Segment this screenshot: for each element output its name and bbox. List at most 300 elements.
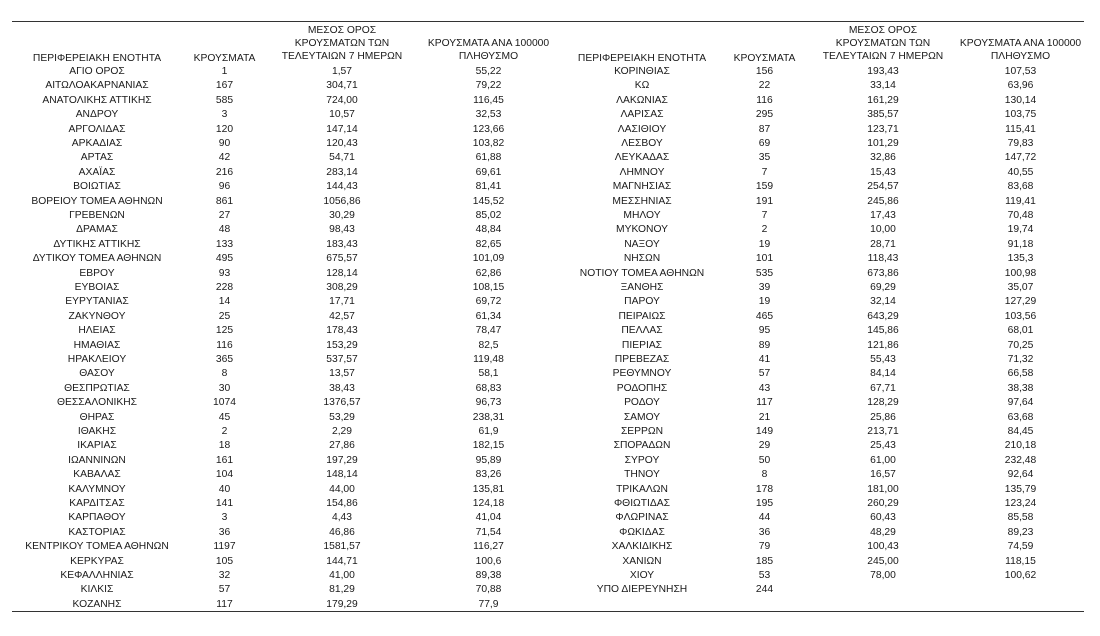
left-cases-cell: 30 (218, 382, 231, 394)
left-avg-7d-cell: 304,71 (326, 80, 358, 92)
left-cases-cell: 8 (221, 368, 228, 380)
left-cases-cell: 42 (218, 152, 231, 164)
left-cases-cell: 105 (215, 555, 234, 567)
left-region-cell: ΔΡΑΜΑΣ (76, 224, 118, 236)
left-avg-7d-cell: 42,57 (329, 310, 355, 322)
right-per-100k-cell: 19,74 (1007, 224, 1034, 236)
left-avg-7d-cell: 81,29 (329, 584, 355, 596)
left-avg-7d-cell: 46,86 (329, 526, 355, 538)
right-per-100k-cell: 35,07 (1007, 282, 1034, 293)
left-cases-cell: 1197 (213, 541, 236, 553)
right-cases-cell: 19 (758, 296, 771, 308)
table-row (12, 137, 1084, 151)
right-cases-cell: 50 (758, 454, 771, 466)
left-avg-7d-cell: 17,71 (329, 296, 355, 308)
left-per-100k-cell: 82,5 (478, 339, 499, 351)
left-region-cell: ΘΗΡΑΣ (79, 411, 115, 423)
left-per-100k-cell: 55,22 (475, 66, 502, 77)
left-per-100k-cell: 81,41 (475, 181, 502, 193)
left-cases-cell: 861 (215, 195, 234, 207)
left-avg-7d-cell: 27,86 (329, 440, 355, 452)
right-avg-7d-cell: 60,43 (870, 512, 896, 524)
left-avg-7d-cell: 724,00 (326, 94, 358, 106)
left-region-cell: ΗΡΑΚΛΕΙΟΥ (67, 354, 127, 365)
right-avg-7d-cell: 643,29 (867, 310, 899, 322)
left-region-cell: ΑΝΔΡΟΥ (75, 109, 119, 121)
left-region-cell: ΘΑΣΟΥ (79, 368, 115, 380)
right-cases-cell: 43 (758, 382, 771, 394)
right-region-cell: ΜΗΛΟΥ (623, 210, 661, 221)
header-region-left: ΠΕΡΙΦΕΡΕΙΑΚΗ ΕΝΟΤΗΤΑ (32, 53, 162, 64)
left-cases-cell: 96 (218, 181, 231, 193)
left-avg-7d-cell: 179,29 (326, 598, 358, 610)
header-avg-right: ΜΕΣΟΣ ΟΡΟΣ ΚΡΟΥΣΜΑΤΩΝ ΤΩΝ ΤΕΛΕΥΤΑΙΩΝ 7 ΗΜΕΡΩΝ (822, 25, 944, 62)
right-region-cell: ΧΑΝΙΩΝ (622, 555, 662, 567)
left-per-100k-cell: 135,81 (472, 483, 505, 495)
right-avg-7d-cell: 25,86 (870, 411, 896, 423)
right-per-100k-cell: 40,55 (1007, 166, 1034, 178)
right-region-cell: ΥΠΟ ΔΙΕΡΕΥΝΗΣΗ (596, 584, 688, 596)
right-per-100k-cell: 97,64 (1007, 397, 1034, 409)
right-per-100k-cell: 118,15 (1005, 555, 1036, 567)
left-region-cell: ΙΩΑΝΝΙΝΩΝ (68, 454, 126, 466)
left-cases-cell: 45 (218, 411, 231, 423)
left-region-cell: ΑΡΚΑΔΙΑΣ (71, 138, 123, 149)
right-per-100k-cell: 71,32 (1007, 354, 1034, 365)
left-per-100k-cell: 101,09 (472, 253, 505, 265)
left-region-cell: ΑΝΑΤΟΛΙΚΗΣ ΑΤΤΙΚΗΣ (42, 94, 152, 106)
right-cases-cell: 116 (756, 94, 773, 106)
left-cases-cell: 14 (218, 296, 231, 308)
right-per-100k-cell: 74,59 (1007, 541, 1034, 553)
left-avg-7d-cell: 144,71 (326, 555, 358, 567)
right-per-100k-cell: 84,45 (1007, 426, 1034, 437)
left-region-cell: ΕΥΒΟΙΑΣ (74, 282, 120, 293)
left-avg-7d-cell: 128,14 (326, 267, 358, 279)
table-row (12, 94, 1084, 108)
left-region-cell: ΑΙΤΩΛΟΑΚΑΡΝΑΝΙΑΣ (45, 80, 149, 92)
left-per-100k-cell: 62,86 (475, 267, 502, 279)
left-avg-7d-cell: 98,43 (329, 224, 355, 236)
left-cases-cell: 57 (218, 584, 231, 596)
left-avg-7d-cell: 675,57 (326, 253, 358, 265)
right-per-100k-cell: 115,41 (1005, 123, 1036, 135)
left-per-100k-cell: 41,04 (475, 512, 502, 524)
left-region-cell: ΕΥΡΥΤΑΝΙΑΣ (65, 296, 129, 308)
table-row (12, 353, 1084, 367)
left-region-cell: ΚΕΝΤΡΙΚΟΥ ΤΟΜΕΑ ΑΘΗΝΩΝ (25, 541, 169, 553)
right-per-100k-cell: 63,68 (1007, 411, 1034, 423)
left-region-cell: ΙΘΑΚΗΣ (77, 426, 117, 437)
left-per-100k-cell: 69,72 (475, 296, 502, 308)
right-region-cell: ΠΙΕΡΙΑΣ (621, 339, 663, 351)
right-per-100k-cell: 103,75 (1004, 109, 1037, 121)
left-cases-cell: 90 (218, 138, 231, 149)
left-region-cell: ΑΡΤΑΣ (80, 152, 114, 164)
right-avg-7d-cell: 78,00 (870, 570, 896, 581)
left-avg-7d-cell: 30,29 (329, 210, 355, 221)
right-avg-7d-cell: 245,00 (867, 555, 899, 567)
left-region-cell: ΚΕΡΚΥΡΑΣ (70, 555, 124, 567)
table-row (12, 425, 1084, 439)
table-row (12, 526, 1084, 540)
left-avg-7d-cell: 154,86 (326, 498, 358, 509)
left-avg-7d-cell: 38,43 (329, 382, 355, 394)
right-per-100k-cell: 79,83 (1007, 138, 1034, 149)
right-cases-cell: 7 (761, 210, 768, 221)
right-region-cell: ΠΡΕΒΕΖΑΣ (614, 354, 670, 365)
right-avg-7d-cell: 260,29 (867, 498, 899, 509)
right-cases-cell: 117 (756, 397, 773, 409)
right-cases-cell: 89 (758, 339, 771, 351)
left-cases-cell: 1 (221, 66, 228, 77)
right-cases-cell: 87 (758, 123, 771, 135)
left-avg-7d-cell: 1,57 (331, 66, 353, 77)
left-per-100k-cell: 82,65 (475, 238, 502, 250)
right-region-cell: ΞΑΝΘΗΣ (620, 282, 664, 293)
table-row (12, 497, 1084, 511)
table-row (12, 180, 1084, 194)
left-avg-7d-cell: 144,43 (326, 181, 358, 193)
left-per-100k-cell: 61,88 (475, 152, 502, 164)
left-per-100k-cell: 85,02 (475, 210, 502, 221)
right-cases-cell: 159 (755, 181, 774, 193)
right-per-100k-cell: 63,96 (1007, 80, 1034, 92)
left-avg-7d-cell: 537,57 (326, 354, 358, 365)
right-cases-cell: 244 (755, 584, 774, 596)
right-per-100k-cell: 38,38 (1007, 382, 1034, 394)
left-cases-cell: 2 (221, 426, 228, 437)
right-region-cell: ΜΑΓΝΗΣΙΑΣ (612, 181, 672, 193)
table-row (12, 555, 1084, 569)
right-region-cell: ΧΙΟΥ (629, 570, 655, 581)
table-row (12, 511, 1084, 525)
right-cases-cell: 41 (758, 354, 771, 365)
right-per-100k-cell: 70,48 (1007, 210, 1034, 221)
left-per-100k-cell: 61,34 (475, 310, 502, 322)
left-region-cell: ΚΙΛΚΙΣ (80, 584, 114, 596)
right-region-cell: ΣΑΜΟΥ (623, 411, 661, 423)
left-avg-7d-cell: 120,43 (326, 138, 358, 149)
table-row (12, 295, 1084, 309)
right-region-cell: ΤΡΙΚΑΛΩΝ (616, 483, 668, 495)
left-avg-7d-cell: 153,29 (326, 339, 358, 351)
left-region-cell: ΚΕΦΑΛΛΗΝΙΑΣ (60, 570, 134, 581)
left-region-cell: ΗΛΕΙΑΣ (78, 325, 116, 337)
left-cases-cell: 495 (215, 253, 234, 265)
right-per-100k-cell: 123,24 (1004, 498, 1037, 509)
header-cases-right: ΚΡΟΥΣΜΑΤΑ (733, 53, 796, 64)
table-row (12, 151, 1084, 165)
right-cases-cell: 8 (761, 469, 768, 481)
right-region-cell: ΛΕΣΒΟΥ (621, 138, 663, 149)
right-per-100k-cell: 100,62 (1004, 570, 1037, 581)
right-cases-cell: 69 (758, 138, 771, 149)
right-region-cell: ΝΗΣΩΝ (623, 253, 661, 265)
right-region-cell: ΧΑΛΚΙΔΙΚΗΣ (611, 541, 673, 553)
table-row (12, 195, 1084, 209)
table-row (12, 281, 1084, 295)
right-region-cell: ΠΕΛΛΑΣ (621, 325, 663, 337)
right-avg-7d-cell: 25,43 (870, 440, 896, 452)
left-avg-7d-cell: 148,14 (326, 469, 358, 481)
right-cases-cell: 156 (755, 66, 774, 77)
table-row (12, 339, 1084, 353)
header-avg-left: ΜΕΣΟΣ ΟΡΟΣ ΚΡΟΥΣΜΑΤΩΝ ΤΩΝ ΤΕΛΕΥΤΑΙΩΝ 7 ΗΜΕΡΩΝ (281, 25, 403, 62)
table-row (12, 468, 1084, 482)
left-region-cell: ΑΡΓΟΛΙΔΑΣ (68, 123, 126, 135)
table-row (12, 166, 1084, 180)
right-cases-cell: 35 (758, 152, 771, 164)
left-per-100k-cell: 83,26 (475, 469, 502, 481)
top-rule (12, 21, 1084, 22)
left-per-100k-cell: 32,53 (475, 109, 502, 121)
left-avg-7d-cell: 2,29 (331, 426, 353, 437)
right-region-cell: ΡΟΔΟΠΗΣ (616, 382, 668, 394)
left-per-100k-cell: 116,27 (473, 541, 504, 553)
left-cases-cell: 27 (218, 210, 231, 221)
right-avg-7d-cell: 32,86 (870, 152, 896, 164)
right-per-100k-cell: 91,18 (1007, 238, 1034, 250)
left-cases-cell: 141 (215, 498, 234, 509)
right-per-100k-cell: 135,79 (1004, 483, 1037, 495)
left-avg-7d-cell: 13,57 (329, 368, 355, 380)
right-cases-cell: 44 (758, 512, 771, 524)
left-per-100k-cell: 70,88 (475, 584, 502, 596)
left-avg-7d-cell: 147,14 (326, 123, 358, 135)
right-cases-cell: 95 (758, 325, 771, 337)
right-avg-7d-cell: 32,14 (870, 296, 896, 308)
table-row (12, 439, 1084, 453)
right-region-cell: ΠΑΡΟΥ (624, 296, 660, 308)
right-avg-7d-cell: 118,43 (867, 253, 899, 265)
right-avg-7d-cell: 28,71 (870, 238, 896, 250)
right-avg-7d-cell: 15,43 (870, 166, 896, 178)
left-per-100k-cell: 116,45 (473, 94, 504, 106)
left-avg-7d-cell: 1376,57 (323, 397, 361, 409)
table-row (12, 223, 1084, 237)
right-avg-7d-cell: 101,29 (867, 138, 899, 149)
left-per-100k-cell: 238,31 (472, 411, 505, 423)
right-avg-7d-cell: 17,43 (870, 210, 896, 221)
right-region-cell: ΦΘΙΩΤΙΔΑΣ (613, 498, 671, 509)
left-cases-cell: 133 (215, 238, 234, 250)
left-per-100k-cell: 124,18 (472, 498, 505, 509)
left-per-100k-cell: 108,15 (472, 282, 505, 293)
left-cases-cell: 3 (221, 109, 228, 121)
right-region-cell: ΛΑΣΙΘΙΟΥ (617, 123, 667, 135)
right-cases-cell: 295 (755, 109, 774, 121)
right-cases-cell: 535 (755, 267, 774, 279)
left-cases-cell: 40 (218, 483, 231, 495)
left-avg-7d-cell: 41,00 (329, 570, 355, 581)
right-cases-cell: 53 (758, 570, 771, 581)
right-region-cell: ΛΑΡΙΣΑΣ (620, 109, 664, 121)
right-avg-7d-cell: 123,71 (867, 123, 899, 135)
left-cases-cell: 104 (215, 469, 234, 481)
left-region-cell: ΒΟΡΕΙΟΥ ΤΟΜΕΑ ΑΘΗΝΩΝ (31, 195, 163, 207)
right-region-cell: ΡΟΔΟΥ (624, 397, 660, 409)
left-cases-cell: 167 (215, 80, 234, 92)
left-avg-7d-cell: 178,43 (326, 325, 358, 337)
right-region-cell: ΚΟΡΙΝΘΙΑΣ (614, 66, 670, 77)
left-avg-7d-cell: 10,57 (329, 109, 355, 121)
right-per-100k-cell: 147,72 (1004, 152, 1037, 164)
left-cases-cell: 93 (218, 267, 231, 279)
left-region-cell: ΒΟΙΩΤΙΑΣ (73, 181, 121, 193)
left-per-100k-cell: 182,15 (472, 440, 505, 452)
left-cases-cell: 120 (215, 123, 234, 135)
table-row (12, 123, 1084, 137)
left-per-100k-cell: 71,54 (475, 526, 502, 538)
right-region-cell: ΛΕΥΚΑΔΑΣ (614, 152, 670, 164)
right-region-cell: ΣΕΡΡΩΝ (620, 426, 664, 437)
left-region-cell: ΙΚΑΡΙΑΣ (77, 440, 117, 452)
left-region-cell: ΓΡΕΒΕΝΩΝ (69, 210, 125, 221)
left-avg-7d-cell: 53,29 (329, 411, 355, 423)
right-cases-cell: 36 (758, 526, 771, 538)
left-avg-7d-cell: 1056,86 (323, 195, 361, 207)
right-avg-7d-cell: 121,86 (867, 339, 899, 351)
table-row (12, 238, 1084, 252)
left-region-cell: ΘΕΣΣΑΛΟΝΙΚΗΣ (56, 397, 138, 409)
right-per-100k-cell: 210,18 (1004, 440, 1037, 452)
left-region-cell: ΗΜΑΘΙΑΣ (73, 339, 121, 351)
table-row (12, 540, 1084, 554)
left-per-100k-cell: 61,9 (478, 426, 499, 437)
right-region-cell: ΚΩ (634, 80, 650, 92)
right-per-100k-cell: 130,14 (1004, 94, 1037, 106)
left-region-cell: ΔΥΤΙΚΗΣ ΑΤΤΙΚΗΣ (53, 238, 141, 250)
right-per-100k-cell: 89,23 (1007, 526, 1034, 538)
right-region-cell: ΣΠΟΡΑΔΩΝ (613, 440, 671, 452)
left-per-100k-cell: 58,1 (478, 368, 499, 380)
right-avg-7d-cell: 245,86 (867, 195, 899, 207)
left-cases-cell: 116 (216, 339, 233, 351)
left-per-100k-cell: 77,9 (478, 598, 499, 610)
right-cases-cell: 21 (758, 411, 771, 423)
left-region-cell: ΑΓΙΟ ΟΡΟΣ (69, 66, 125, 77)
right-per-100k-cell: 70,25 (1007, 339, 1034, 351)
right-per-100k-cell: 100,98 (1004, 267, 1037, 279)
left-per-100k-cell: 68,83 (475, 382, 502, 394)
right-per-100k-cell: 92,64 (1007, 469, 1034, 481)
right-avg-7d-cell: 10,00 (870, 224, 896, 236)
right-avg-7d-cell: 69,29 (870, 282, 896, 293)
left-per-100k-cell: 48,84 (475, 224, 502, 236)
left-cases-cell: 228 (215, 282, 234, 293)
left-cases-cell: 18 (218, 440, 231, 452)
right-avg-7d-cell: 161,29 (867, 94, 899, 106)
left-cases-cell: 117 (216, 598, 233, 610)
left-cases-cell: 36 (218, 526, 231, 538)
right-cases-cell: 195 (755, 498, 774, 509)
right-cases-cell: 185 (755, 555, 774, 567)
header-region-right: ΠΕΡΙΦΕΡΕΙΑΚΗ ΕΝΟΤΗΤΑ (577, 53, 707, 64)
right-cases-cell: 19 (758, 238, 771, 250)
table-row (12, 583, 1084, 597)
right-avg-7d-cell: 67,71 (870, 382, 896, 394)
header-cases-left: ΚΡΟΥΣΜΑΤΑ (193, 53, 256, 64)
left-cases-cell: 25 (218, 310, 231, 322)
right-cases-cell: 29 (758, 440, 771, 452)
left-region-cell: ΚΑΛΥΜΝΟΥ (68, 483, 126, 495)
table-row (12, 108, 1084, 122)
left-cases-cell: 32 (218, 570, 231, 581)
right-region-cell: ΜΕΣΣΗΝΙΑΣ (612, 195, 672, 207)
left-avg-7d-cell: 308,29 (326, 282, 358, 293)
right-per-100k-cell: 232,48 (1004, 454, 1037, 466)
left-per-100k-cell: 123,66 (472, 123, 505, 135)
table-row (12, 367, 1084, 381)
left-per-100k-cell: 103,82 (472, 138, 505, 149)
right-region-cell: ΝΟΤΙΟΥ ΤΟΜΕΑ ΑΘΗΝΩΝ (579, 267, 705, 279)
left-avg-7d-cell: 197,29 (326, 454, 358, 466)
left-cases-cell: 48 (218, 224, 231, 236)
header-per100k-right: ΚΡΟΥΣΜΑΤΑ ΑΝΑ 100000 ΠΛΗΘΥΣΜΟ (959, 38, 1082, 62)
right-per-100k-cell: 103,56 (1004, 310, 1037, 322)
right-per-100k-cell: 127,29 (1004, 296, 1037, 308)
left-per-100k-cell: 145,52 (472, 195, 505, 207)
left-avg-7d-cell: 183,43 (326, 238, 358, 250)
left-region-cell: ΚΑΡΔΙΤΣΑΣ (69, 498, 125, 509)
left-region-cell: ΚΑΡΠΑΘΟΥ (68, 512, 126, 524)
right-avg-7d-cell: 55,43 (870, 354, 896, 365)
table-row (12, 382, 1084, 396)
right-avg-7d-cell: 181,00 (867, 483, 899, 495)
right-region-cell: ΠΕΙΡΑΙΩΣ (618, 310, 666, 322)
right-avg-7d-cell: 84,14 (870, 368, 896, 380)
left-region-cell: ΑΧΑΪΑΣ (78, 166, 116, 178)
right-avg-7d-cell: 213,71 (867, 426, 899, 437)
covid-cases-table (12, 0, 1084, 636)
right-region-cell: ΛΑΚΩΝΙΑΣ (616, 94, 668, 106)
left-region-cell: ΚΑΣΤΟΡΙΑΣ (68, 526, 126, 538)
left-region-cell: ΚΟΖΑΝΗΣ (72, 598, 122, 610)
right-per-100k-cell: 135,3 (1007, 253, 1034, 265)
right-region-cell: ΤΗΝΟΥ (624, 469, 660, 481)
right-per-100k-cell: 66,58 (1007, 368, 1034, 380)
left-cases-cell: 365 (215, 354, 234, 365)
left-per-100k-cell: 79,22 (475, 80, 502, 92)
left-region-cell: ΕΒΡΟΥ (79, 267, 115, 279)
left-region-cell: ΔΥΤΙΚΟΥ ΤΟΜΕΑ ΑΘΗΝΩΝ (32, 253, 162, 265)
right-region-cell: ΦΩΚΙΔΑΣ (619, 526, 665, 538)
left-per-100k-cell: 119,48 (473, 354, 504, 365)
left-avg-7d-cell: 283,14 (326, 166, 358, 178)
table-row (12, 396, 1084, 410)
right-per-100k-cell: 68,01 (1007, 325, 1034, 337)
right-per-100k-cell: 107,53 (1004, 66, 1037, 77)
right-avg-7d-cell: 193,43 (867, 66, 899, 77)
right-cases-cell: 2 (761, 224, 768, 236)
table-row (12, 454, 1084, 468)
left-region-cell: ΖΑΚΥΝΘΟΥ (68, 310, 126, 322)
right-cases-cell: 101 (755, 253, 774, 265)
right-avg-7d-cell: 61,00 (870, 454, 896, 466)
right-per-100k-cell: 119,41 (1005, 195, 1036, 207)
table-row (12, 65, 1084, 79)
left-per-100k-cell: 69,61 (475, 166, 502, 178)
table-row (12, 411, 1084, 425)
right-avg-7d-cell: 100,43 (867, 541, 899, 553)
right-cases-cell: 22 (758, 80, 771, 92)
right-per-100k-cell: 83,68 (1007, 181, 1034, 193)
right-avg-7d-cell: 128,29 (867, 397, 899, 409)
right-region-cell: ΛΗΜΝΟΥ (619, 166, 665, 178)
table-row (12, 79, 1084, 93)
left-region-cell: ΚΑΒΑΛΑΣ (73, 469, 121, 481)
